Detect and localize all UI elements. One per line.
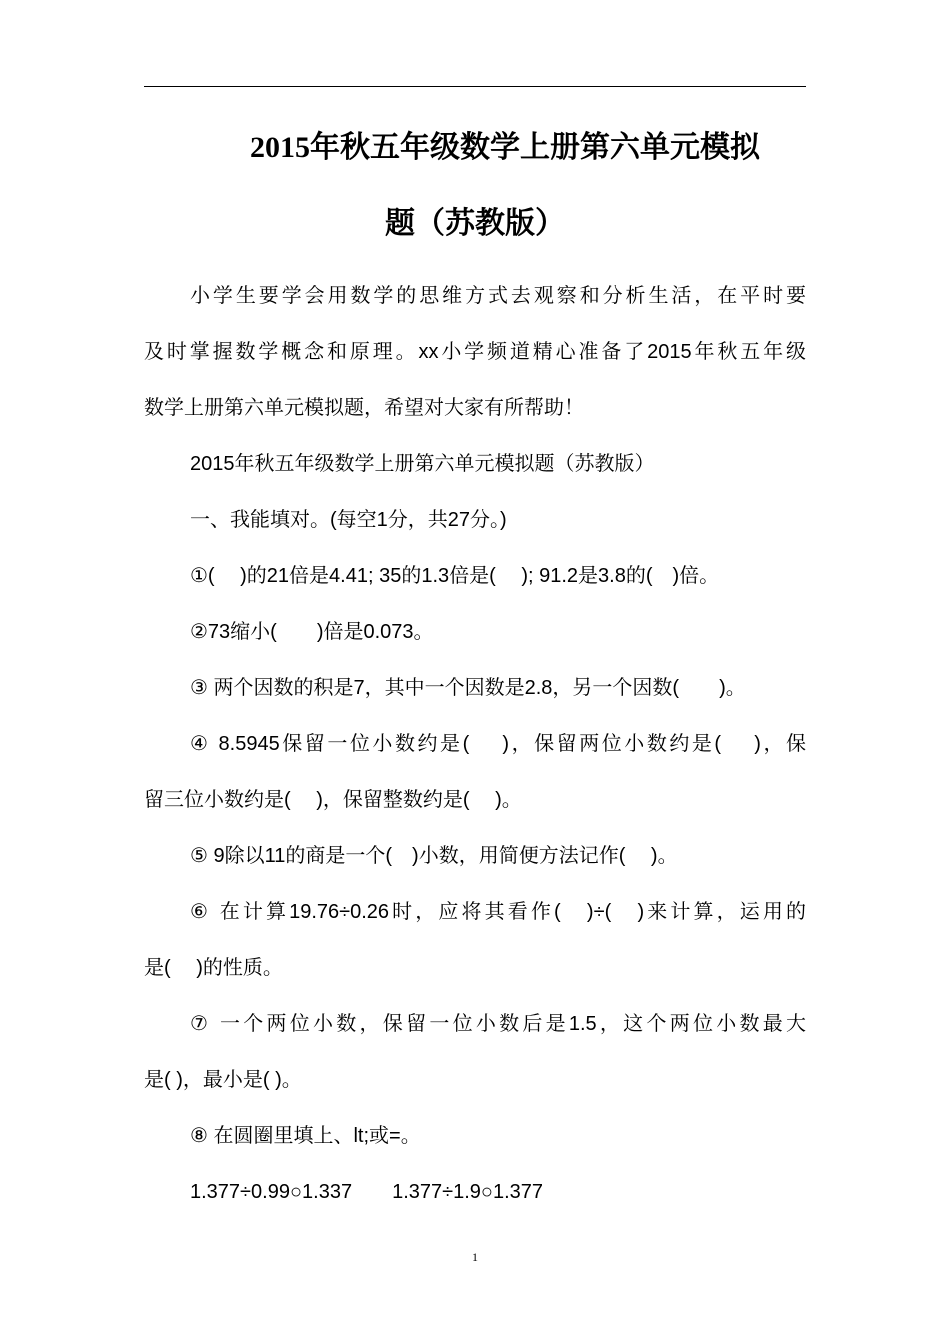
intro-line-3: 数学上册第六单元模拟题，希望对大家有所帮助！ xyxy=(144,397,584,419)
question-7-line-2: 是( )，最小是( )。 xyxy=(144,1069,302,1091)
question-6-line-1: ⑥ 在计算19.76÷0.26时，应将其看作( )÷( )来计算，运用的 xyxy=(190,901,806,923)
question-8-comparisons: 1.377÷0.99○1.337 1.377÷1.9○1.377 xyxy=(190,1181,544,1203)
question-6-line-2: 是( )的性质。 xyxy=(144,957,283,979)
question-8: ⑧ 在圆圈里填上、lt;或=。 xyxy=(190,1125,421,1147)
question-7-line-1: ⑦ 一个两位小数，保留一位小数后是1.5，这个两位小数最大 xyxy=(190,1013,806,1035)
question-2: ②73缩小( )倍是0.073。 xyxy=(190,621,434,643)
question-3: ③ 两个因数的积是7，其中一个因数是2.8，另一个因数( )。 xyxy=(190,677,746,699)
intro-line-1: 小学生要学会用数学的思维方式去观察和分析生活，在平时要 xyxy=(190,285,806,307)
page-number: 1 xyxy=(472,1250,478,1264)
question-1: ①( )的21倍是4.41; 35的1.3倍是( ); 91.2是3.8的( )倍。 xyxy=(190,565,720,587)
intro-line-2: 及时掌握数学概念和原理。xx小学频道精心准备了2015年秋五年级 xyxy=(144,341,806,363)
question-5: ⑤ 9除以11的商是一个( )小数，用简便方法记作( )。 xyxy=(190,845,678,867)
document-title-line2: 题（苏教版） xyxy=(385,207,565,240)
header-rule xyxy=(144,86,806,87)
question-4-line-2: 留三位小数约是( )，保留整数约是( )。 xyxy=(144,789,522,811)
section-heading: 一、我能填对。(每空1分，共27分。) xyxy=(190,509,507,531)
document-title-line1: 2015年秋五年级数学上册第六单元模拟 xyxy=(250,131,760,164)
question-4-line-1: ④ 8.5945保留一位小数约是( )，保留两位小数约是( )，保 xyxy=(190,733,806,755)
subtitle: 2015年秋五年级数学上册第六单元模拟题（苏教版） xyxy=(190,453,655,475)
